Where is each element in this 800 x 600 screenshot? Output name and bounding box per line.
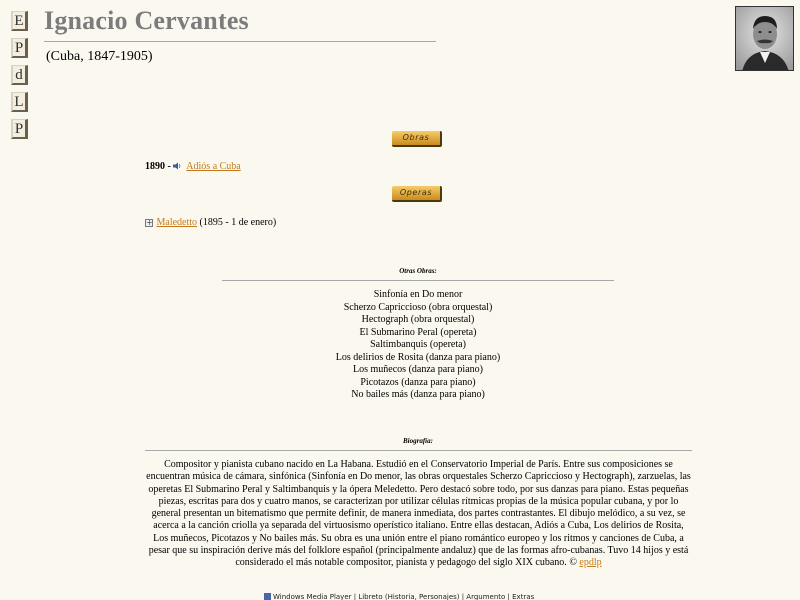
biografia-divider (145, 450, 692, 451)
biography-body: Compositor y pianista cubano nacido en La Habana. Estudió en el Conservatorio Imperial de París. Entre sus composiciones se encuentran música de cámara, sinfónica (Sinfonía en Do menor, las obras orquestales Scherzo Capriccioso y Hectograph), zarzuelas, las operetas El Submarino Peral y Saltimbanquis y la ópera Meledetto. Pero destacó sobre todo, por sus danzas para piano. Estas pequeñas piezas, escritas para dos y cuatro manos, se caracterizan por utilizar células rítmicas propias de la música popular cubana, y por lo general presentan un bitematismo que permite definir, de manera inmediata, dos partes contrastantes. El dibujo melódico, a su vez, se acerca a la canción criolla ya separada del virtuosismo operístico italiano. Entre ellas destacan, Adiós a Cuba, Los delirios de Rosita, Los muñecos, Picotazos y No bailes más. Su obra es una unión entre el piano romántico europeo y los ritmos y canciones de Cuba, a pesar que su inspiración derive más del folklore español (principalmente andaluz) que de las formas afro-cubanas. Tuvo 14 hijos y está considerado el más notable compositor, pianista y pedagogo del siglo XIX cubano. (146, 459, 691, 569)
otras-obras-list (0, 289, 800, 402)
title-divider (44, 41, 436, 42)
work-item: Los muñecos (danza para piano) (353, 364, 483, 375)
speaker-icon[interactable] (173, 162, 182, 170)
work-item: Sinfonía en Do menor (373, 289, 463, 300)
obras-entry (145, 161, 241, 172)
media-player-icon (264, 593, 271, 600)
page-title: Ignacio Cervantes (44, 6, 249, 35)
biography-text (145, 459, 692, 570)
work-item: Los delirios de Rosita (danza para piano) (335, 351, 501, 363)
otras-obras-divider (222, 280, 614, 281)
operas-banner-button[interactable]: Operas (392, 186, 442, 202)
otras-obras-heading: Otras Obras: (399, 267, 437, 275)
opera-link-maledetto[interactable]: Maledetto (156, 217, 198, 228)
logo-letter-p[interactable]: P (11, 38, 28, 58)
logo-letter-p2[interactable]: P (11, 119, 28, 139)
logo-letter-e[interactable]: E (11, 11, 28, 31)
footer-links[interactable]: Windows Media Player | Libreto (Historia, Personajes) | Argumento | Extras (273, 593, 535, 600)
composer-portrait (735, 6, 794, 71)
copyright-symbol: © (569, 557, 577, 569)
logo-letter-d[interactable]: d (11, 65, 28, 85)
logo-letter-l[interactable]: L (11, 92, 28, 112)
expand-icon[interactable]: + (146, 218, 153, 227)
operas-entry (145, 217, 276, 228)
biografia-heading: Biografía: (403, 437, 433, 445)
footer-bar (262, 593, 534, 600)
page-subtitle: (Cuba, 1847-1905) (46, 49, 153, 64)
work-item: El Submarino Peral (opereta) (359, 326, 477, 338)
obras-link-adios-a-cuba[interactable]: Adiós a Cuba (186, 161, 241, 172)
obras-banner-button[interactable]: Obras (392, 131, 442, 147)
work-item: Hectograph (obra orquestal) (361, 314, 475, 325)
obras-year: 1890 - (145, 161, 171, 172)
epdlp-link[interactable]: epdlp (579, 557, 602, 569)
portrait-image-icon (736, 7, 794, 71)
work-item: Saltimbanquis (opereta) (370, 339, 466, 350)
work-item: Scherzo Capriccioso (obra orquestal) (343, 301, 493, 313)
opera-date: (1895 - 1 de enero) (199, 217, 277, 228)
work-item: Picotazos (danza para piano) (360, 376, 476, 388)
work-item: No bailes más (danza para piano) (351, 389, 485, 400)
